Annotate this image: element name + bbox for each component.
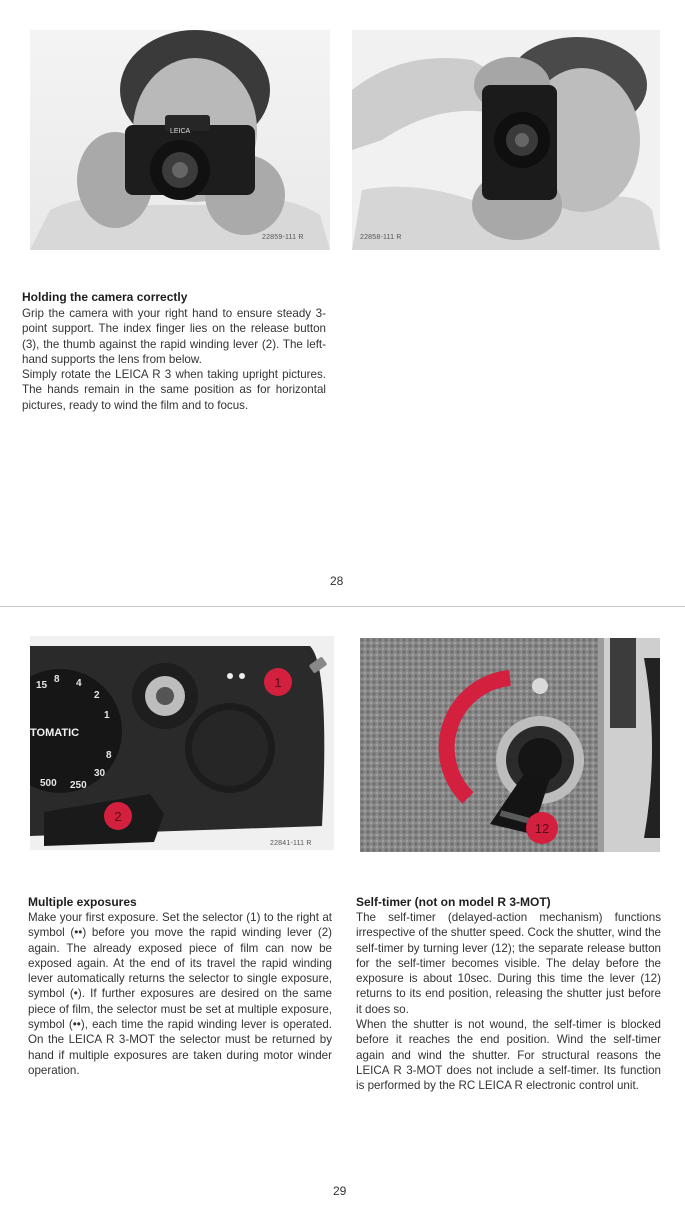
photo-holding-camera-upright [352, 30, 660, 250]
dial-label: TOMATIC [30, 727, 80, 739]
svg-text:4: 4 [76, 678, 82, 689]
svg-text:8: 8 [106, 750, 112, 761]
svg-text:250: 250 [70, 780, 87, 791]
figure-number: 22859-111 R [262, 234, 304, 241]
paragraph: When the shutter is not wound, the self-timer is blocked before it reaches the end position. Wind the self-timer again and wind the shutter. For structural reasons the LEICA R 3-MOT does not include a self-timer. Its function is performed by the RC LEICA R electronic control unit. [356, 1018, 661, 1093]
callout-2: 2 [114, 809, 122, 824]
section-heading-self-timer: Self-timer (not on model R 3-MOT) [356, 895, 551, 909]
section-body-self-timer [356, 910, 661, 1094]
camera-top-plate-illustration [30, 636, 334, 850]
callout-1: 1 [274, 675, 282, 690]
section-heading-holding-camera: Holding the camera correctly [22, 290, 188, 304]
section-body-holding-camera [22, 306, 326, 413]
section-heading-multiple-exposures: Multiple exposures [28, 895, 137, 909]
photo-self-timer-lever [360, 638, 660, 852]
man-holding-camera-illustration [30, 30, 330, 250]
paragraph: Simply rotate the LEICA R 3 when taking upright pictures. The hands remain in the same position as for horizontal pictures, ready to wind the film and to focus. [22, 368, 326, 412]
figure-number: 22841-111 R [270, 840, 312, 847]
paragraph: Grip the camera with your right hand to ensure steady 3-point support. The index finger lies on the release button (3), the thumb against the rapid winding lever (2). The left-hand supports the lens from below. [22, 307, 326, 366]
self-timer-illustration [360, 638, 660, 852]
svg-text:30: 30 [94, 768, 106, 779]
svg-text:1: 1 [104, 710, 110, 721]
page-number: 29 [333, 1184, 347, 1198]
page-number: 28 [330, 574, 344, 588]
man-holding-camera-upright-illustration [352, 30, 660, 250]
photo-holding-camera-horizontal [30, 30, 330, 250]
svg-text:500: 500 [40, 778, 57, 789]
section-body-multiple-exposures: Make your first exposure. Set the selector (1) to the right at symbol (••) before you move the rapid winding lever (2) again. The already exposed piece of film can now be exposed again. At the end of its travel the rapid winding lever automatically returns the selector to single exposure, symbol (•). If further exposures are desired on the same piece of film, the selector must be set at multiple exposure, symbol (••), each time the rapid winding lever is operated. On the LEICA R 3-MOT the selector must be returned by hand if multiple exposures are taken during motor winder operation. [28, 911, 332, 1077]
callout-12: 12 [534, 821, 550, 836]
svg-text:8: 8 [54, 674, 60, 685]
svg-text:2: 2 [94, 690, 100, 701]
page-divider [0, 606, 685, 607]
photo-multiple-exposure-selector [30, 636, 334, 850]
svg-text:LEICA: LEICA [170, 128, 191, 135]
paragraph: The self-timer (delayed-action mechanism) functions irrespective of the shutter speed. Cock the shutter, wind the self-timer by turning lever (12); the separate release button for the self-timer becomes visible. The delay before the exposure is about 10sec. During this time the lever (12) returns to its end position, releasing the shutter just before it does so. [356, 911, 661, 1016]
figure-number: 22858-111 R [360, 234, 402, 241]
svg-text:15: 15 [36, 680, 48, 691]
